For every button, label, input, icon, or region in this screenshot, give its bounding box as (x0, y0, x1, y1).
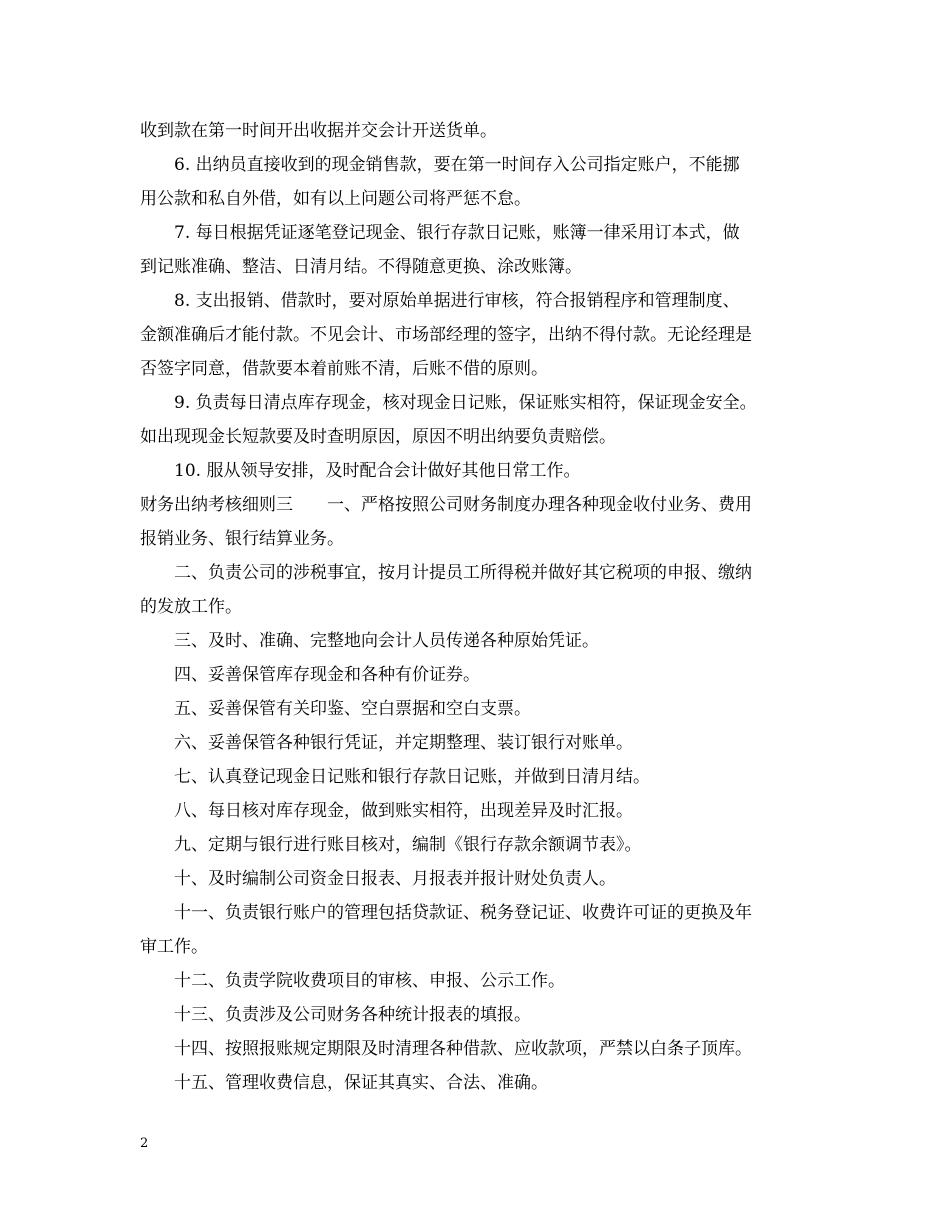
text-line: 8. 支出报销、借款时，要对原始单据进行审核，符合报销程序和管理制度、 (174, 291, 740, 311)
text-line: 五、妥善保管有关印鉴、空白票据和空白支票。 (174, 699, 531, 719)
text-line: 10. 服从领导安排，及时配合会计做好其他日常工作。 (174, 461, 581, 481)
text-line: 四、妥善保管库存现金和各种有价证券。 (174, 665, 480, 685)
document-body (140, 114, 815, 1100)
text-line: 金额准确后才能付款。不见会计、市场部经理的签字，出纳不得付款。无论经理是 (140, 325, 752, 345)
text-line: 6. 出纳员直接收到的现金销售款，要在第一时间存入公司指定账户，不能挪 (174, 155, 740, 175)
text-line: 二、负责公司的涉税事宜，按月计提员工所得税并做好其它税项的申报、缴纳 (174, 563, 752, 583)
text-line: 十、及时编制公司资金日报表、月报表并报计财处负责人。 (174, 869, 616, 889)
text-line: 十一、负责银行账户的管理包括贷款证、税务登记证、收费许可证的更换及年 (174, 903, 752, 923)
text-line: 十五、管理收费信息，保证其真实、合法、准确。 (174, 1073, 548, 1093)
text-line: 收到款在第一时间开出收据并交会计开送货单。 (140, 121, 497, 141)
text-line: 八、每日核对库存现金，做到账实相符，出现差异及时汇报。 (174, 801, 633, 821)
text-line: 六、妥善保管各种银行凭证，并定期整理、装订银行对账单。 (174, 733, 633, 753)
text-line: 到记账准确、整洁、日清月结。不得随意更换、涂改账簿。 (140, 257, 582, 277)
text-line: 审工作。 (140, 937, 208, 957)
page-number: 2 (140, 1136, 149, 1151)
text-line: 十三、负责涉及公司财务各种统计报表的填报。 (174, 1005, 531, 1025)
text-line: 财务出纳考核细则三 一、严格按照公司财务制度办理各种现金收付业务、费用 (140, 495, 752, 515)
text-line: 否签字同意，借款要本着前账不清，后账不借的原则。 (140, 359, 548, 379)
text-line: 9. 负责每日清点库存现金，核对现金日记账，保证账实相符，保证现金安全。 (174, 393, 757, 413)
text-line: 用公款和私自外借，如有以上问题公司将严惩不怠。 (140, 189, 531, 209)
text-line: 十四、按照报账规定期限及时清理各种借款、应收款项，严禁以白条子顶库。 (174, 1039, 752, 1059)
text-line: 7. 每日根据凭证逐笔登记现金、银行存款日记账，账簿一律采用订本式，做 (174, 223, 740, 243)
text-line: 九、定期与银行进行账目核对，编制《银行存款余额调节表》。 (174, 835, 642, 855)
text-line: 七、认真登记现金日记账和银行存款日记账，并做到日清月结。 (174, 767, 650, 787)
text-line: 十二、负责学院收费项目的审核、申报、公示工作。 (174, 971, 565, 991)
text-line: 如出现现金长短款要及时查明原因，原因不明出纳要负责赔偿。 (140, 427, 616, 447)
text-line: 的发放工作。 (140, 597, 242, 617)
text-line: 报销业务、银行结算业务。 (140, 529, 344, 549)
text-line: 三、及时、准确、完整地向会计人员传递各种原始凭证。 (174, 631, 599, 651)
